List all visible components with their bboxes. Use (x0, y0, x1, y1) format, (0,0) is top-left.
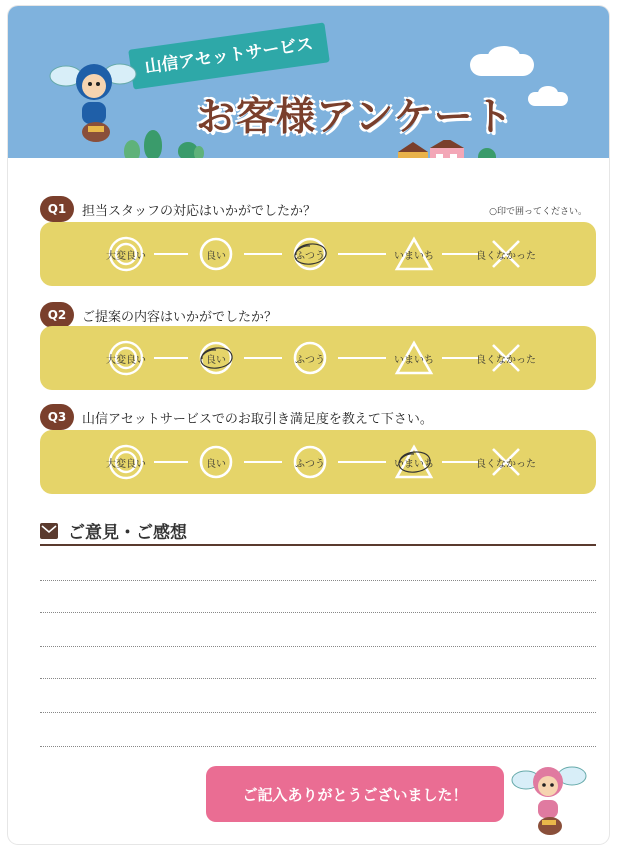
rating-option[interactable] (176, 222, 256, 286)
hand-drawn-circle-icon (288, 237, 332, 271)
rating-option[interactable] (466, 430, 546, 494)
rating-option-label: 大変良い (106, 250, 146, 262)
rating-option[interactable] (374, 222, 454, 286)
rating-option-label: いまいち (394, 354, 434, 366)
question-label (40, 196, 316, 222)
cloud-icon (538, 86, 558, 100)
rating-option[interactable] (86, 222, 166, 286)
comment-line[interactable] (40, 746, 596, 747)
comment-line[interactable] (40, 612, 596, 613)
rating-option[interactable] (86, 430, 166, 494)
hand-drawn-circle-icon (392, 445, 436, 479)
rating-option-label: ふつう (295, 354, 325, 366)
question-text: 山信アセットサービスでのお取引き満足度を教えて下さい。 (82, 411, 433, 427)
rating-option[interactable] (374, 326, 454, 390)
mail-icon (40, 523, 58, 539)
question-label (40, 404, 433, 430)
comment-line[interactable] (40, 580, 596, 581)
rating-option[interactable] (270, 326, 350, 390)
comments-divider (40, 544, 596, 546)
brand-name: 山信アセットサービス (128, 22, 330, 89)
rating-option[interactable] (374, 430, 454, 494)
rating-option-label: 大変良い (106, 458, 146, 470)
rating-option-label: いまいち (394, 250, 434, 262)
rating-option-label: 良い (206, 458, 226, 470)
comment-line[interactable] (40, 712, 596, 713)
bee-mascot-icon (44, 46, 144, 146)
question-label (40, 302, 277, 328)
question-badge: Q2 (40, 302, 74, 328)
rating-option-label: 良くなかった (476, 458, 536, 470)
comment-line[interactable] (40, 678, 596, 679)
survey-sheet (8, 6, 609, 844)
comment-line[interactable] (40, 646, 596, 647)
tree-icon (144, 130, 162, 160)
rating-scale (40, 326, 596, 390)
rating-option-label: ふつう (295, 250, 325, 262)
question-badge: Q3 (40, 404, 74, 430)
comments-title: ご意見・ご感想 (68, 523, 187, 543)
ground-strip (8, 158, 609, 176)
thanks-banner: ご記入ありがとうございました！ (206, 766, 504, 822)
rating-option[interactable] (270, 430, 350, 494)
rating-option[interactable] (466, 326, 546, 390)
header-banner (8, 6, 609, 176)
rating-option-label: ふつう (295, 458, 325, 470)
girl-bee-mascot-icon (508, 754, 588, 838)
cloud-icon (488, 46, 520, 66)
rating-option[interactable] (270, 222, 350, 286)
rating-option-label: 良くなかった (476, 250, 536, 262)
rating-option-label: いまいち (394, 458, 434, 470)
comments-header (40, 518, 187, 543)
hand-drawn-circle-icon (194, 341, 238, 375)
rating-option-label: 良い (206, 250, 226, 262)
rating-option[interactable] (466, 222, 546, 286)
question-text: 担当スタッフの対応はいかがでしたか？ (82, 203, 317, 219)
rating-option[interactable] (176, 430, 256, 494)
rating-option[interactable] (86, 326, 166, 390)
instruction-note: ○印で囲ってください。 (489, 207, 587, 217)
question-text: ご提案の内容はいかがでしたか？ (82, 309, 278, 325)
rating-scale (40, 222, 596, 286)
rating-option[interactable] (176, 326, 256, 390)
page-title: お客様アンケート (196, 95, 514, 140)
question-badge: Q1 (40, 196, 74, 222)
rating-scale (40, 430, 596, 494)
rating-option-label: 大変良い (106, 354, 146, 366)
rating-option-label: 良い (206, 354, 226, 366)
rating-option-label: 良くなかった (476, 354, 536, 366)
